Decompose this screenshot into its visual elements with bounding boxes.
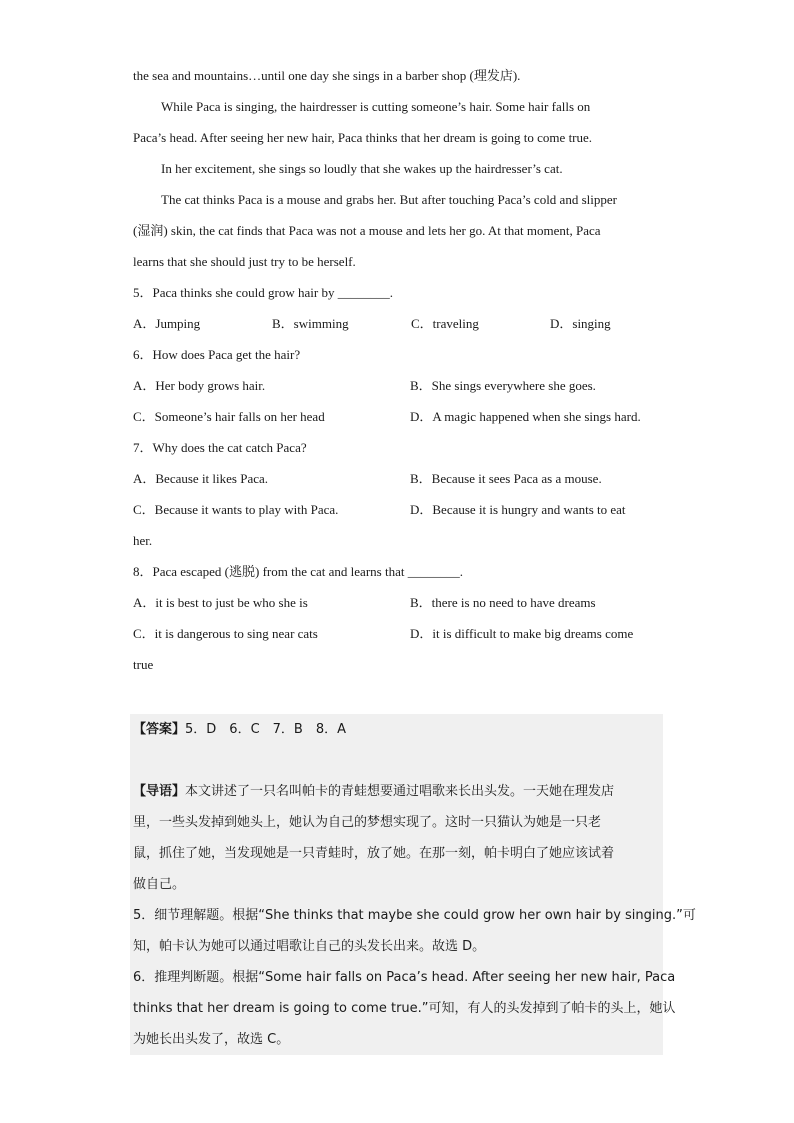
explanation-line: 5．细节理解题。根据“She thinks that maybe she could grow her own hair by singing.”可 — [130, 900, 663, 931]
question-5-stem: 5．Paca thinks she could grow hair by ________. — [133, 285, 393, 300]
answer-label: 【答案】 — [133, 722, 186, 737]
option-a: A．it is best to just be who she is — [133, 595, 308, 610]
question-8-stem: 8．Paca escaped (逃脱) from the cat and learns that ________. — [133, 564, 463, 579]
option-c: C．Someone’s hair falls on her head — [133, 409, 325, 424]
question-7-stem: 7．Why does the cat catch Paca? — [133, 440, 307, 455]
option-c: C．it is dangerous to sing near cats — [133, 626, 318, 641]
question-7-options-row1 — [133, 463, 663, 494]
passage-line: (湿润) skin, the cat finds that Paca was not a mouse and lets her go. At that moment, Paca — [133, 223, 601, 238]
option-b: B．Because it sees Paca as a mouse. — [410, 471, 602, 486]
option-d: D．it is difficult to make big dreams come — [410, 626, 634, 641]
explanation-line: 为她长出头发了，故选 C。 — [130, 1024, 663, 1055]
passage-line: the sea and mountains…until one day she sings in a barber shop (理发店). — [133, 68, 521, 83]
guide-line: 鼠，抓住了她，当发现她是一只青蛙时，放了她。在那一刻，帕卡明白了她应该试着 — [130, 838, 663, 869]
passage-line: The cat thinks Paca is a mouse and grabs her. But after touching Paca’s cold and slipper — [161, 192, 617, 207]
answer-line — [130, 714, 663, 745]
passage-line: While Paca is singing, the hairdresser is cutting someone’s hair. Some hair falls on — [161, 99, 591, 114]
spacer — [130, 745, 663, 776]
option-d: D．Because it is hungry and wants to eat — [410, 502, 626, 517]
question-8-options-row1 — [133, 587, 663, 618]
passage-line: Paca’s head. After seeing her new hair, Paca thinks that her dream is going to come true. — [133, 130, 593, 145]
option-c: C．Because it wants to play with Paca. — [133, 502, 339, 517]
guide-line: 里，一些头发掉到她头上，她认为自己的梦想实现了。这时一只猫认为她是一只老 — [130, 807, 663, 838]
option-b: B．swimming — [272, 316, 349, 331]
passage-line: learns that she should just try to be herself. — [133, 254, 356, 269]
question-5-options — [133, 308, 663, 339]
question-6-stem: 6．How does Paca get the hair? — [133, 347, 301, 362]
option-d: D．singing — [550, 316, 611, 331]
option-a: A．Because it likes Paca. — [133, 471, 269, 486]
guide-text: 本文讲述了一只名叫帕卡的青蛙想要通过唱歌来长出头发。一天她在理发店 — [185, 784, 615, 799]
option-d-continued: her. — [133, 533, 153, 548]
option-a: A．Her body grows hair. — [133, 378, 266, 393]
question-7-options-row2 — [133, 494, 663, 525]
option-a: A．Jumping — [133, 316, 201, 331]
reading-passage — [133, 60, 663, 680]
option-b: B．there is no need to have dreams — [410, 595, 596, 610]
explanation-line: 6．推理判断题。根据“Some hair falls on Paca’s head. After seeing her new hair, Paca — [130, 962, 663, 993]
question-6-options-row2 — [133, 401, 663, 432]
passage-line: In her excitement, she sings so loudly that she wakes up the hairdresser’s cat. — [161, 161, 563, 176]
answer-text: 5．D 6．C 7．B 8．A — [185, 722, 346, 737]
answer-explanation-section — [130, 714, 696, 1058]
explanation-line: 知，帕卡认为她可以通过唱歌让自己的头发长出来。故选 D。 — [130, 931, 663, 962]
option-d-continued: true — [133, 657, 154, 672]
option-c: C．traveling — [411, 316, 479, 331]
option-d: D．A magic happened when she sings hard. — [410, 409, 641, 424]
guide-line: 做自己。 — [130, 869, 663, 900]
option-b: B．She sings everywhere she goes. — [410, 378, 596, 393]
explanation-line: thinks that her dream is going to come true.”可知，有人的头发掉到了帕卡的头上，她认 — [130, 993, 663, 1024]
guide-label: 【导语】 — [133, 784, 186, 799]
question-6-options-row1 — [133, 370, 663, 401]
question-8-options-row2 — [133, 618, 663, 649]
guide-line — [130, 776, 663, 807]
